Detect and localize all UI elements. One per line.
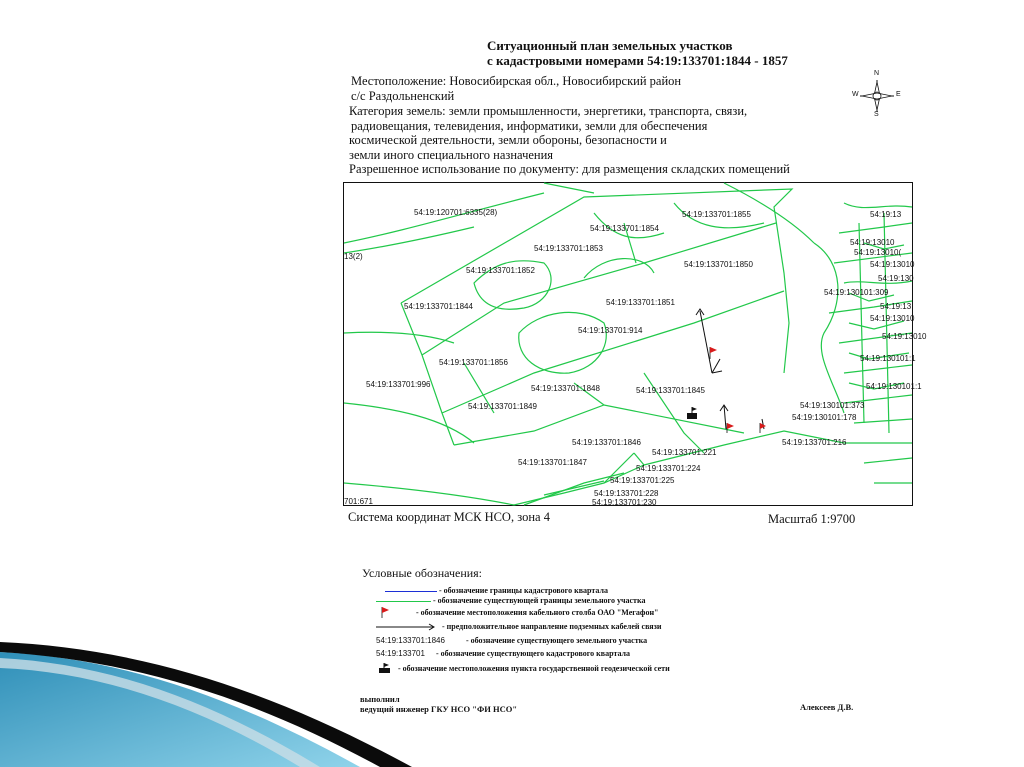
title-line-1: Ситуационный план земельных участков <box>487 38 733 53</box>
legend-heading: Условные обозначения: <box>362 566 483 580</box>
parcel-label: 54:19:130101:1 <box>860 354 916 363</box>
parcel-label: 54:19:133701:1844 <box>404 302 473 311</box>
parcel-label: 54:19:133701:1846 <box>572 438 641 447</box>
parcel-label: 54:19:133701:996 <box>366 380 431 389</box>
category-line-2: радиовещания, телевидения, информатики, земли для обеспечения <box>351 118 708 133</box>
parcel-label: 54:19:13010 <box>870 314 915 323</box>
parcel-label: 701:671 <box>344 497 373 506</box>
signature-name: Алексеев Д.В. <box>800 702 854 712</box>
location-line-1: Местоположение: Новосибирская обл., Новосибирский район <box>351 74 682 88</box>
legend <box>376 586 896 676</box>
parcel-label: 54:19:13010 <box>882 332 927 341</box>
parcel-label: 13(2) <box>344 252 363 261</box>
parcel-labels <box>344 208 927 507</box>
geodetic-point-icon <box>378 662 392 674</box>
location-block <box>351 74 681 103</box>
parcel-label: 54:19:133701:1854 <box>590 224 659 233</box>
parcel-label: 54:19:130101:178 <box>792 413 857 422</box>
cadastral-map <box>343 182 927 507</box>
parcel-label: 54:19:13 <box>870 210 902 219</box>
parcel-label: 54:19:13010 <box>870 260 915 269</box>
location-line-2: с/с Раздольненский <box>351 88 455 103</box>
compass-rose <box>852 72 902 120</box>
parcel-label: 54:19:133701:1849 <box>468 402 537 411</box>
compass-e: E <box>896 91 901 98</box>
document-title <box>487 38 788 68</box>
green-line-swatch <box>376 601 431 602</box>
parcel-label: 54:19:13010 <box>850 238 895 247</box>
parcel-label: 54:19:133701:224 <box>636 464 701 473</box>
map-drawing <box>344 183 927 507</box>
signature-role <box>360 694 517 714</box>
parcel-label: 54:19:130101:373 <box>800 401 865 410</box>
signature-role-line-2: ведущий инженер ГКУ НСО "ФИ НСО" <box>360 704 518 714</box>
permitted-use: Разрешенное использование по документу: для размещения складских помещений <box>349 162 790 176</box>
parcel-label: 54:19:13 <box>880 302 912 311</box>
parcel-label: 54:19:120701:6335(28) <box>414 208 498 217</box>
parcel-label: 54:19:13010( <box>854 248 902 257</box>
coord-system: Система координат МСК НСО, зона 4 <box>348 510 550 524</box>
compass-w: W <box>852 91 859 98</box>
parcel-label: 54:19:133701:216 <box>782 438 847 447</box>
sample-quarter: 54:19:133701 <box>376 649 425 658</box>
parcel-label: 54:19:130 <box>878 274 914 283</box>
compass-n: N <box>874 70 880 77</box>
legend-item-cable-direction: - предположительное направление подземных кабелей связи <box>376 620 896 636</box>
parcel-label: 54:19:133701:1851 <box>606 298 675 307</box>
parcel-label: 54:19:133701:1855 <box>682 210 751 219</box>
legend-item-geodetic: - обозначение местоположения пункта государственной геодезической сети <box>376 662 896 676</box>
signature-role-line-1: выполнил <box>360 694 400 704</box>
map-scale: Масштаб 1:9700 <box>768 512 856 526</box>
arrow-line-icon <box>376 623 438 631</box>
category-line-1: Категория земель: земли промышленности, энергетики, транспорта, связи, <box>349 104 748 118</box>
parcel-label: 54:19:130101:309 <box>824 288 889 297</box>
cable-pole-flags <box>710 347 766 433</box>
sample-parcel: 54:19:133701:1846 <box>376 636 445 645</box>
parcel-label: 54:19:133701:1848 <box>531 384 600 393</box>
cable-directions <box>696 309 764 429</box>
title-line-2: с кадастровыми номерами 54:19:133701:1844 - 1857 <box>487 53 788 68</box>
legend-item-parcel: 54:19:133701:1846 - обозначение существующего земельного участка <box>376 636 648 645</box>
category-line-3: космической деятельности, земли обороны, безопасности и <box>349 133 667 147</box>
legend-item-quarter: 54:19:133701 - обозначение существующего кадастрового квартала <box>376 649 631 658</box>
flag-icon <box>380 606 390 619</box>
parcel-label: 54:19:130101:1 <box>866 382 922 391</box>
parcel-label: 54:19:133701:914 <box>578 326 643 335</box>
parcel-label: 54:19:133701:1856 <box>439 358 508 367</box>
parcel-label: 54:19:133701:228 <box>594 489 659 498</box>
legend-item-quarter-border: - обозначение границы кадастрового квартала <box>376 586 896 596</box>
parcel-label: 54:19:133701:1850 <box>684 260 753 269</box>
legend-item-parcel-border: - обозначение существующей границы земельного участка <box>376 596 896 606</box>
blue-line-swatch <box>385 591 437 592</box>
parcel-label: 54:19:133701:1852 <box>466 266 535 275</box>
legend-item-cable-pole: - обозначение местоположения кабельного столба ОАО "Мегафон" <box>376 606 896 620</box>
category-line-4: земли иного специального назначения <box>349 147 554 162</box>
parcel-label: 54:19:133701:1853 <box>534 244 603 253</box>
category-block <box>349 104 790 177</box>
parcel-label: 54:19:133701:225 <box>610 476 675 485</box>
compass-s: S <box>874 111 879 118</box>
parcel-label: 54:19:133701:1845 <box>636 386 705 395</box>
geodetic-point <box>687 407 697 419</box>
slide-decoration <box>0 600 420 767</box>
parcel-label: 54:19:133701:1847 <box>518 458 587 467</box>
parcel-label: 54:19:133701:221 <box>652 448 717 457</box>
parcel-label: 54:19:133701:230 <box>592 498 657 507</box>
